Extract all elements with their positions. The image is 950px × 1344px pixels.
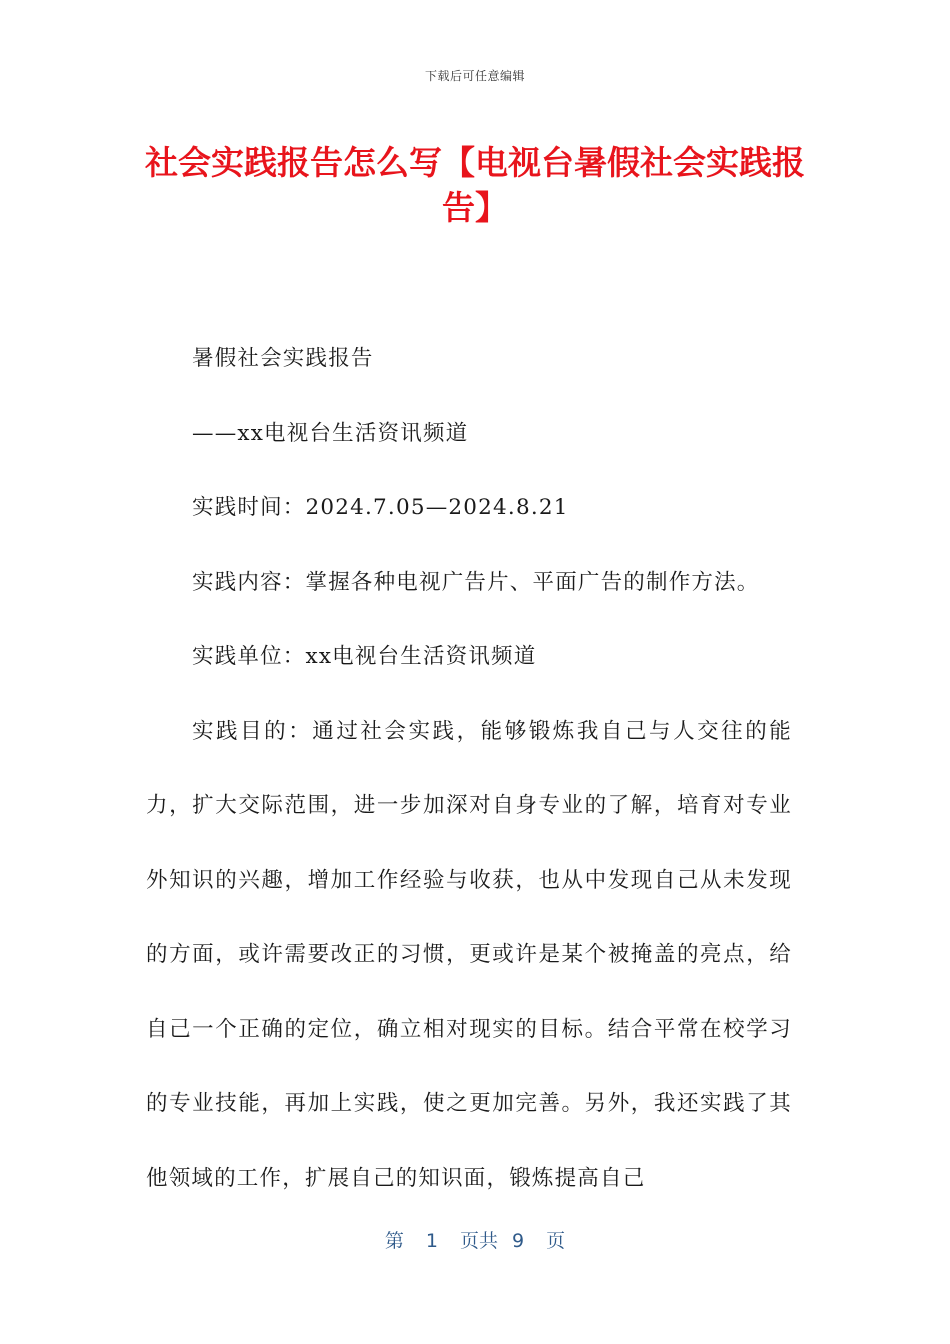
- paragraph-practice-unit: 实践单位：xx电视台生活资讯频道: [192, 644, 537, 669]
- footer-page-middle: 页共: [459, 1230, 498, 1252]
- document-body: [146, 322, 792, 1216]
- footer-page-prefix: 第: [384, 1230, 404, 1252]
- footer-page-suffix: 页: [546, 1230, 566, 1252]
- document-title: 社会实践报告怎么写【电视台暑假社会实践报告】: [145, 143, 805, 227]
- page-footer: [0, 1226, 950, 1253]
- paragraph-report-heading: 暑假社会实践报告: [192, 346, 374, 371]
- footer-total-pages: 9: [512, 1230, 525, 1252]
- footer-page-number: 1: [425, 1230, 438, 1252]
- paragraph-practice-purpose: 实践目的：通过社会实践，能够锻炼我自己与人交往的能力，扩大交际范围，进一步加深对自身专业的了解，培育对专业外知识的兴趣，增加工作经验与收获，也从中发现自己从未发现的方面，或许需要改正的习惯，更或许是某个被掩盖的亮点，给自己一个正确的定位，确立相对现实的目标。结合平常在校学习的专业技能，再加上实践，使之更加完善。另外，我还实践了其他领域的工作，扩展自己的知识面，锻炼提高自己: [146, 718, 792, 1191]
- paragraph-practice-content: 实践内容：掌握各种电视广告片、平面广告的制作方法。: [192, 569, 760, 595]
- paragraph-practice-time: 实践时间：2024.7.05—2024.8.21: [192, 495, 569, 520]
- header-note: 下载后可任意编辑: [424, 69, 525, 83]
- paragraph-channel: ——xx电视台生活资讯频道: [192, 420, 469, 446]
